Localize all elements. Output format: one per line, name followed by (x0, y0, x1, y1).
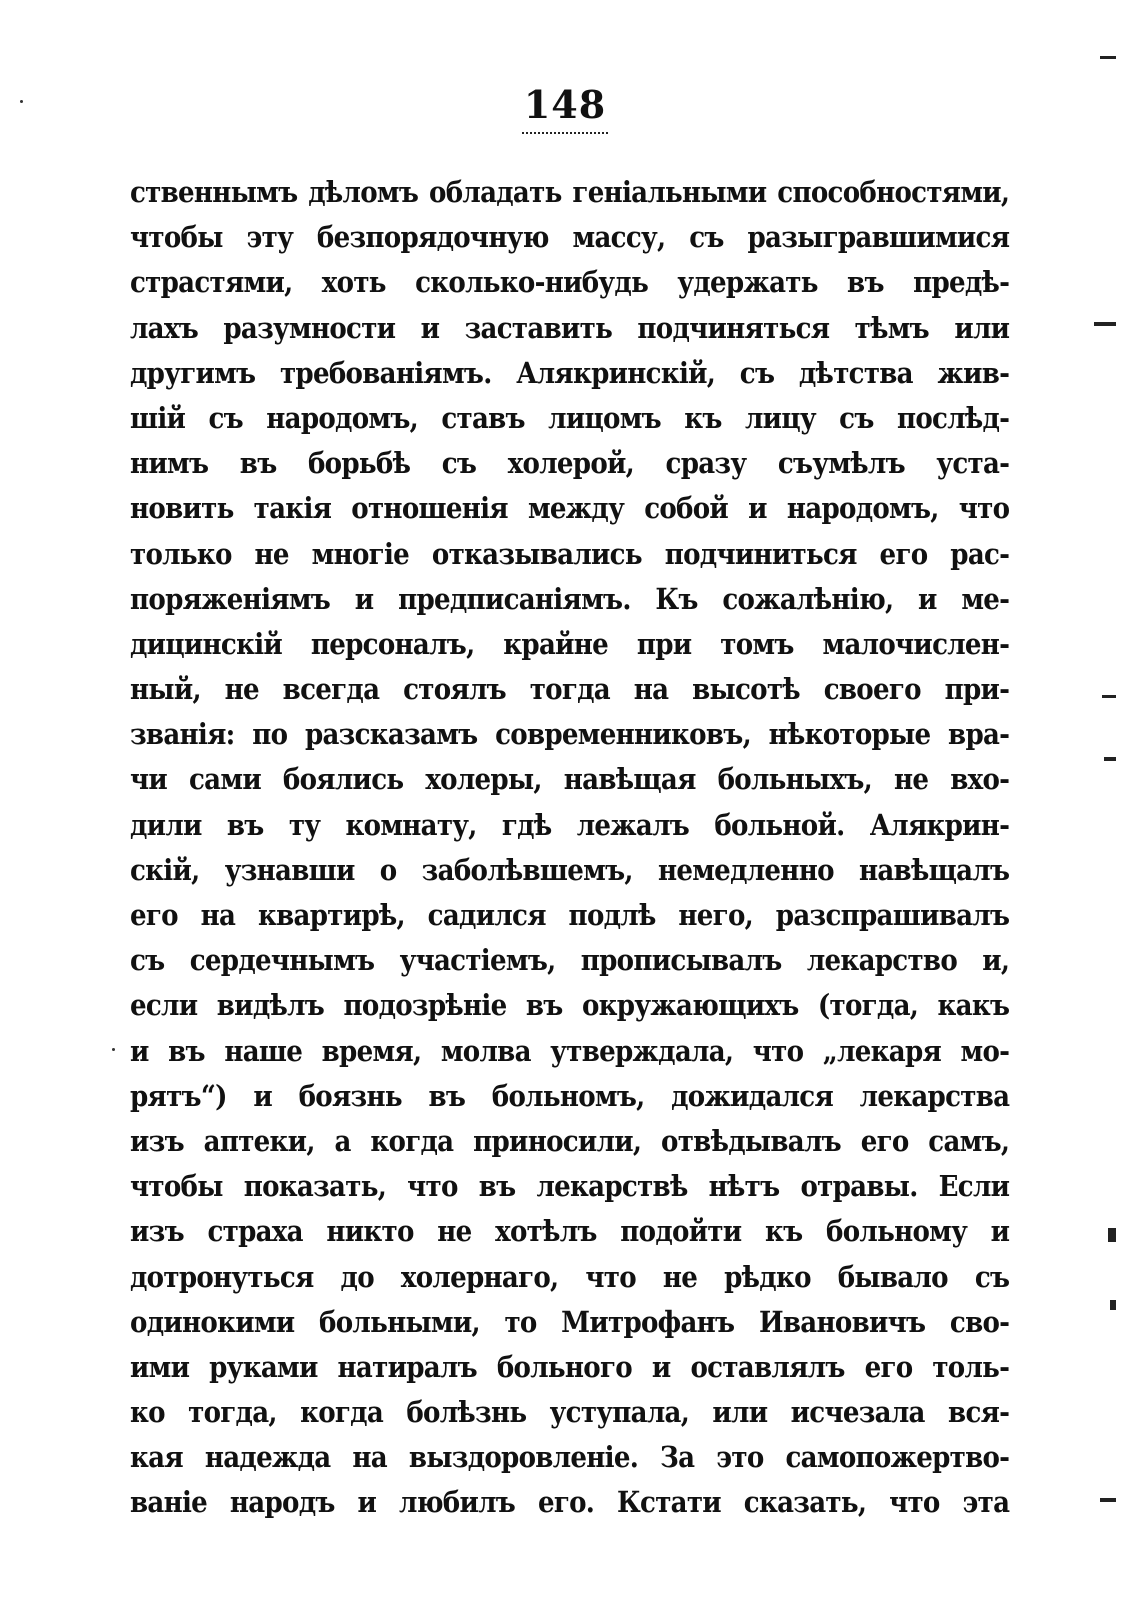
text-line: одинокими больными, то Митрофанъ Ивановичъ сво- (130, 1304, 1010, 1339)
text-line: только не многіе отказывались подчиниться его рас- (130, 536, 1010, 571)
text-line: дотронуться до холернаго, что не рѣдко бывало съ (130, 1259, 1010, 1294)
text-line: ственнымъ дѣломъ обладать геніальными способностями, (130, 175, 1010, 209)
text-line: новить такія отношенія между собой и народомъ, что (130, 491, 1010, 526)
text-line: если видѣлъ подозрѣніе въ окружающихъ (тогда, какъ (130, 988, 1010, 1023)
text-line: ваніе народъ и любилъ его. Кстати сказать, что эта (130, 1485, 1010, 1520)
scan-dot (112, 1048, 115, 1051)
text-line: скій, узнавши о заболѣвшемъ, немедленно навѣщалъ (130, 852, 1010, 887)
page-number: 148 (523, 82, 607, 127)
text-line: нимъ въ борьбѣ съ холерой, сразу съумѣлъ уста- (130, 446, 1010, 481)
text-line: ный, не всегда стоялъ тогда на высотѣ своего при- (130, 672, 1010, 707)
body-text (130, 170, 1010, 1526)
text-line: поряженіямъ и предписаніямъ. Къ сожалѣнію, и ме- (130, 581, 1010, 616)
text-line: дили въ ту комнату, гдѣ лежалъ больной. Алякрин- (130, 807, 1010, 842)
page-number-rule (522, 132, 608, 134)
text-line: ко тогда, когда болѣзнь уступала, или исчезала вся- (130, 1395, 1010, 1430)
scan-dot (20, 100, 23, 103)
text-line: рятъ“) и боязнь въ больномъ, дожидался лекарства (130, 1078, 1010, 1113)
text-line: страстями, хоть сколько-нибудь удержать въ предѣ- (130, 265, 1010, 300)
scan-mark (1110, 1300, 1116, 1310)
text-line: съ сердечнымъ участіемъ, прописывалъ лекарство и, (130, 943, 1010, 978)
scan-mark (1094, 322, 1116, 326)
scan-mark (1104, 757, 1116, 761)
text-line: чтобы показать, что въ лекарствѣ нѣтъ отравы. Если (130, 1169, 1010, 1204)
scan-mark (1102, 695, 1116, 698)
scan-mark (1100, 56, 1116, 59)
text-line: изъ аптеки, а когда приносили, отвѣдывалъ его самъ, (130, 1123, 1010, 1158)
text-line: званія: по разсказамъ современниковъ, нѣкоторые вра- (130, 717, 1010, 752)
text-line: лахъ разумности и заставить подчиняться тѣмъ или (130, 310, 1010, 345)
text-line: чи сами боялись холеры, навѣщая больныхъ, не вхо- (130, 762, 1010, 797)
text-line: ими руками натиралъ больного и оставлялъ его толь- (130, 1349, 1010, 1384)
text-line: кая надежда на выздоровленіе. За это самопожертво- (130, 1440, 1010, 1475)
scan-mark (1100, 1498, 1116, 1502)
text-line: шій съ народомъ, ставъ лицомъ къ лицу съ послѣд- (130, 400, 1010, 435)
text-line: чтобы эту безпорядочную массу, съ разыгравшимися (130, 220, 1010, 255)
text-line: изъ страха никто не хотѣлъ подойти къ больному и (130, 1214, 1010, 1249)
text-line: и въ наше время, молва утверждала, что „лекаря мо- (130, 1033, 1010, 1068)
text-line: другимъ требованіямъ. Алякринскій, съ дѣтства жив- (130, 355, 1010, 390)
scan-mark (1108, 1228, 1116, 1242)
text-line: дицинскій персоналъ, крайне при томъ малочислен- (130, 626, 1010, 661)
text-line: его на квартирѣ, садился подлѣ него, разспрашивалъ (130, 898, 1010, 932)
